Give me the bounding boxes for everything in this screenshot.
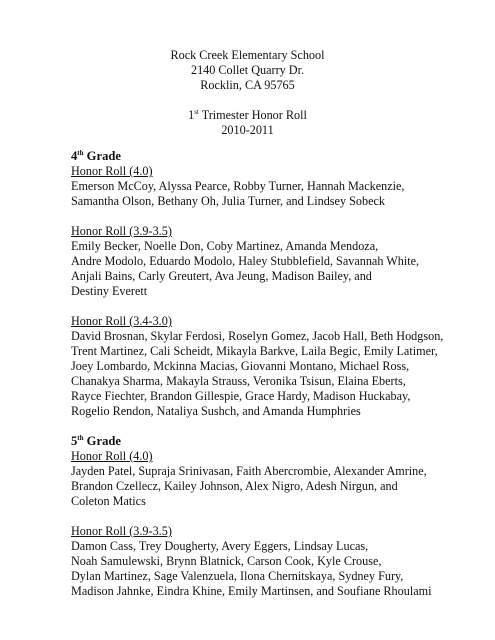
section-title: Honor Roll (4.0) bbox=[71, 164, 153, 178]
student-names-line: Rayce Fiechter, Brandon Gillespie, Grace Hardy, Madison Huckabay, bbox=[71, 389, 411, 403]
grade-block bbox=[71, 434, 486, 599]
grade-number: 4 bbox=[71, 149, 78, 163]
honor-roll-content bbox=[71, 149, 486, 614]
student-names-line: David Brosnan, Skylar Ferdosi, Roselyn Gomez, Jacob Hall, Beth Hodgson, bbox=[71, 329, 444, 343]
trimester-label: Trimester Honor Roll bbox=[198, 108, 307, 122]
grade-block bbox=[71, 149, 486, 419]
header-spacer bbox=[0, 93, 495, 108]
student-names-line: Andre Modolo, Eduardo Modolo, Haley Stubblefield, Savannah White, bbox=[71, 254, 420, 268]
student-names-line: Destiny Everett bbox=[71, 284, 148, 298]
grade-number: 5 bbox=[71, 434, 78, 448]
trimester-suffix: st bbox=[194, 107, 199, 116]
school-name: Rock Creek Elementary School bbox=[170, 48, 325, 62]
grade-heading bbox=[71, 149, 486, 164]
grade-label: Grade bbox=[83, 149, 121, 163]
section-title: Honor Roll (3.4-3.0) bbox=[71, 314, 172, 328]
honor-roll-title bbox=[0, 108, 495, 123]
student-names-line: Rogelio Rendon, Nataliya Sushch, and Amanda Humphries bbox=[71, 404, 361, 418]
grade-suffix: th bbox=[77, 433, 84, 442]
honor-roll-section bbox=[71, 164, 486, 209]
student-names-line: Joey Lombardo, Mckinna Macias, Giovanni Montano, Michael Ross, bbox=[71, 359, 410, 373]
section-title: Honor Roll (3.9-3.5) bbox=[71, 524, 172, 538]
student-names-line: Coleton Matics bbox=[71, 494, 146, 508]
school-street: 2140 Collet Quarry Dr. bbox=[190, 63, 305, 77]
honor-roll-section bbox=[71, 224, 486, 299]
honor-roll-section bbox=[71, 449, 486, 509]
school-city: Rocklin, CA 95765 bbox=[200, 78, 295, 92]
student-names-line: Chanakya Sharma, Makayla Strauss, Veronika Tsisun, Elaina Eberts, bbox=[71, 374, 406, 388]
trimester-number: 1 bbox=[188, 108, 195, 122]
honor-roll-section bbox=[71, 524, 486, 599]
document-header bbox=[0, 48, 495, 138]
student-names-line: Samantha Olson, Bethany Oh, Julia Turner, and Lindsey Sobeck bbox=[71, 194, 385, 208]
school-year: 2010-2011 bbox=[221, 123, 274, 137]
student-names-line: Madison Jahnke, Eindra Khine, Emily Martinsen, and Soufiane Rhoulami bbox=[71, 584, 432, 598]
grade-label: Grade bbox=[83, 434, 121, 448]
student-names-line: Jayden Patel, Supraja Srinivasan, Faith Abercrombie, Alexander Amrine, bbox=[71, 464, 427, 478]
student-names-line: Damon Cass, Trey Dougherty, Avery Eggers, Lindsay Lucas, bbox=[71, 539, 369, 553]
section-title: Honor Roll (3.9-3.5) bbox=[71, 224, 172, 238]
student-names-line: Dylan Martinez, Sage Valenzuela, Ilona Chernitskaya, Sydney Fury, bbox=[71, 569, 404, 583]
honor-roll-section bbox=[71, 314, 486, 419]
student-names-line: Emerson McCoy, Alyssa Pearce, Robby Turner, Hannah Mackenzie, bbox=[71, 179, 405, 193]
student-names-line: Brandon Czellecz, Kailey Johnson, Alex Nigro, Adesh Nirgun, and bbox=[71, 479, 398, 493]
student-names-line: Noah Samulewski, Brynn Blatnick, Carson Cook, Kyle Crouse, bbox=[71, 554, 382, 568]
student-names-line: Emily Becker, Noelle Don, Coby Martinez, Amanda Mendoza, bbox=[71, 239, 379, 253]
grade-suffix: th bbox=[77, 148, 84, 157]
section-title: Honor Roll (4.0) bbox=[71, 449, 153, 463]
grade-heading bbox=[71, 434, 486, 449]
student-names-line: Anjali Bains, Carly Greutert, Ava Jeung, Madison Bailey, and bbox=[71, 269, 372, 283]
student-names-line: Trent Martinez, Cali Scheidt, Mikayla Barkve, Laila Begic, Emily Latimer, bbox=[71, 344, 438, 358]
